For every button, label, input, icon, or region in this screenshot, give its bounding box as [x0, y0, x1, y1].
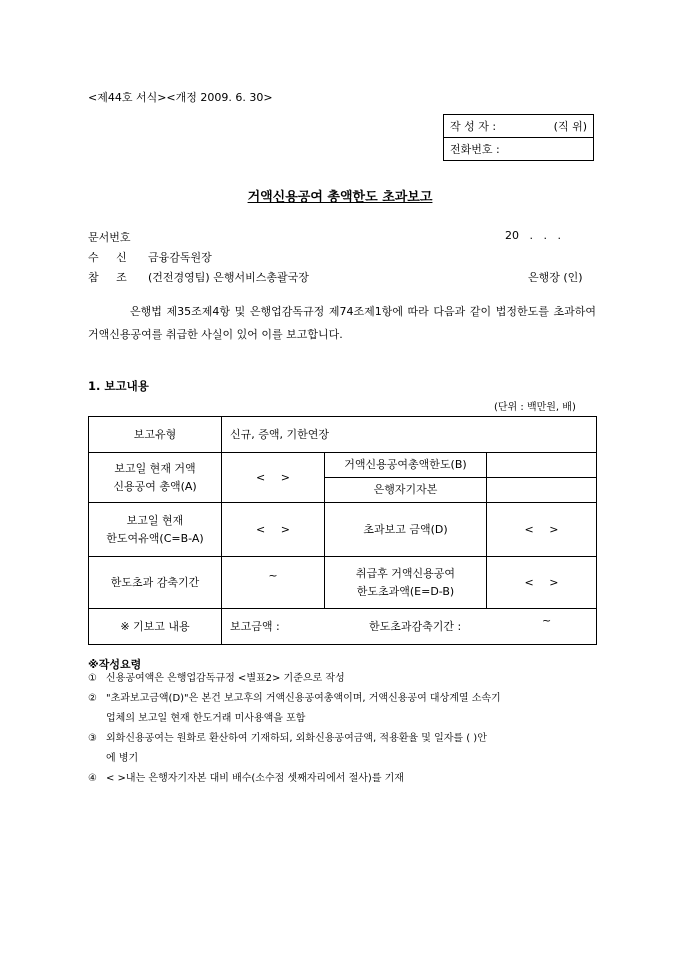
- equity-label: 은행자기자본: [325, 478, 487, 503]
- reported-amount-label: 보고금액 :: [230, 619, 280, 633]
- body-paragraph: 은행법 제35조제4항 및 은행업감독규정 제74조제1항에 따라 다음과 같이 법정한도를 초과하여 거액신용공여를 취급한 사실이 있어 이를 보고합니다.: [88, 305, 596, 341]
- author-cell: [444, 115, 594, 138]
- post-excess-label: 취급후 거액신용공여 한도초과액(E=D-B): [325, 557, 487, 609]
- date-placeholder: 20 . . .: [505, 229, 561, 242]
- guide-text: 외화신용공여는 원화로 환산하여 기재하되, 외화신용공여금액, 적용환율 및 일자를 ( )안: [106, 733, 487, 744]
- guide-continuation: 에 병기: [106, 753, 139, 764]
- bracket-open: <: [524, 522, 534, 536]
- guide-continuation: 업체의 보고일 현재 한도거래 미사용액을 포함: [106, 713, 306, 724]
- guide-num: ③: [88, 733, 97, 744]
- guide-text: < >내는 은행자기자본 대비 배수(소수점 셋째자리에서 절사)를 기재: [106, 773, 404, 784]
- doc-number-label: 문서번호: [88, 231, 131, 244]
- guide-text: 신용공여액은 은행업감독규정 <별표2> 기준으로 작성: [106, 673, 345, 684]
- bracket-open: <: [524, 575, 534, 589]
- phone-cell: [444, 138, 594, 161]
- total-credit-label: 보고일 현재 거액 신용공여 총액(A): [89, 453, 222, 503]
- bracket-close: >: [549, 575, 559, 589]
- guide-num: ④: [88, 773, 97, 784]
- author-label: 작 성 자 :: [450, 120, 497, 133]
- margin-ratio: [222, 503, 325, 557]
- position-label: (직 위): [553, 120, 587, 133]
- report-type-label: 보고유형: [89, 417, 222, 453]
- bracket-close: >: [280, 522, 290, 536]
- bracket-open: <: [256, 522, 266, 536]
- section-title: 1. 보고내용: [88, 379, 149, 393]
- guide-item-1: [88, 669, 596, 689]
- guide-num: ②: [88, 693, 97, 704]
- guide-text: "초과보고금액(D)"은 본건 보고후의 거액신용공여총액이며, 거액신용공여 대상계열 소속기: [106, 693, 501, 704]
- bracket-open: <: [256, 470, 266, 484]
- guide-num: ①: [88, 673, 97, 684]
- reduction-period-field-label: 한도초과감축기간 :: [369, 619, 462, 633]
- guide-item-4: [88, 769, 596, 789]
- excess-ratio: [487, 503, 597, 557]
- form-header: <제44호 서식><개정 2009. 6. 30>: [88, 91, 273, 104]
- prior-report-content: [222, 609, 597, 645]
- reference-value: (건전경영팀) 은행서비스총괄국장: [148, 271, 309, 284]
- report-type-value: 신규, 증액, 기한연장: [222, 417, 597, 453]
- reduction-period-value: ~: [222, 557, 325, 609]
- limit-value: [487, 453, 597, 478]
- unit-note: (단위 : 백만원, 배): [494, 402, 576, 413]
- limit-label: 거액신용공여총액한도(B): [325, 453, 487, 478]
- excess-label: 초과보고 금액(D): [325, 503, 487, 557]
- report-table: [88, 416, 597, 645]
- total-credit-ratio: [222, 453, 325, 503]
- recipient-label: 수 신: [88, 251, 127, 264]
- phone-label: 전화번호 :: [450, 143, 500, 156]
- guide-item-2: [88, 689, 596, 729]
- recipient-value: 금융감독원장: [148, 251, 212, 264]
- bracket-close: >: [549, 522, 559, 536]
- prior-report-label: ※ 기보고 내용: [89, 609, 222, 645]
- equity-value: [487, 478, 597, 503]
- guide-item-3: [88, 729, 596, 769]
- guide-title: ※작성요령: [88, 658, 142, 671]
- post-excess-ratio: [487, 557, 597, 609]
- reduction-period-label: 한도초과 감축기간: [89, 557, 222, 609]
- bracket-close: >: [280, 470, 290, 484]
- prior-tilde: ~: [542, 613, 552, 627]
- margin-label: 보고일 현재 한도여유액(C=B-A): [89, 503, 222, 557]
- reference-label: 참 조: [88, 271, 127, 284]
- author-box: [443, 114, 594, 161]
- document-title: 거액신용공여 총액한도 초과보고: [247, 190, 433, 205]
- signer: 은행장 (인): [528, 271, 583, 284]
